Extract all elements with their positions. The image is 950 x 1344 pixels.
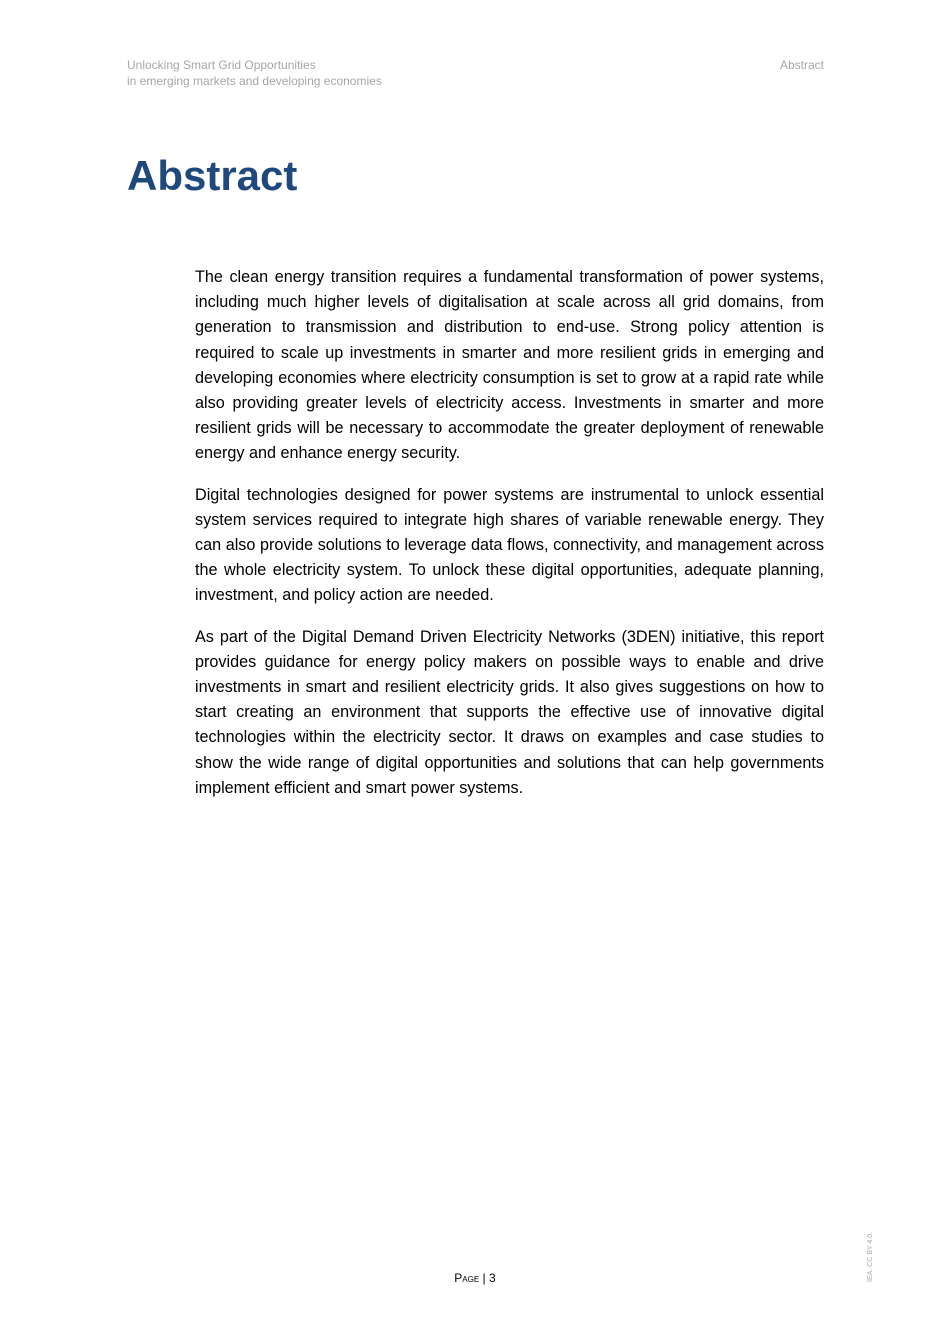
abstract-body: [195, 265, 824, 817]
abstract-paragraph-3: As part of the Digital Demand Driven Electricity Networks (3DEN) initiative, this report provides guidance for energy policy makers on possible ways to enable and drive investments in smart and resilient electricity grids. It also gives suggestions on how to start creating an environment that supports the effective use of innovative digital technologies within the electricity sector. It draws on examples and case studies to show the wide range of digital opportunities and solutions that can help governments implement efficient and smart power systems.: [195, 627, 824, 797]
page-word: Page: [454, 1271, 480, 1285]
page-number: 3: [489, 1271, 496, 1285]
page-title: Abstract: [127, 152, 298, 199]
license-note: IEA. CC BY 4.0.: [867, 1231, 874, 1282]
abstract-paragraph-1: The clean energy transition requires a fundamental transformation of power systems, including much higher levels of digitalisation at scale across all grid domains, from generation to transmission and distribution to end-use. Strong policy attention is required to scale up investments in smarter and more resilient grids in emerging and developing economies where electricity consumption is set to grow at a rapid rate while also providing greater levels of electricity access. Investments in smarter and more resilient grids will be necessary to accommodate the greater deployment of renewable energy and enhance energy security.: [195, 268, 824, 463]
header-section-label: Abstract: [779, 58, 824, 72]
header-report-title: [127, 57, 382, 89]
page-separator: |: [479, 1271, 489, 1285]
header-report-title-line1: Unlocking Smart Grid Opportunities: [127, 58, 316, 72]
page-number-footer: [0, 1270, 950, 1286]
abstract-paragraph-2: Digital technologies designed for power systems are instrumental to unlock essential system services required to integrate high shares of variable renewable energy. They can also provide solutions to leverage data flows, connectivity, and management across the whole electricity system. To unlock these digital opportunities, adequate planning, investment, and policy action are needed.: [195, 485, 824, 605]
header-report-title-line2: in emerging markets and developing economies: [127, 74, 382, 88]
